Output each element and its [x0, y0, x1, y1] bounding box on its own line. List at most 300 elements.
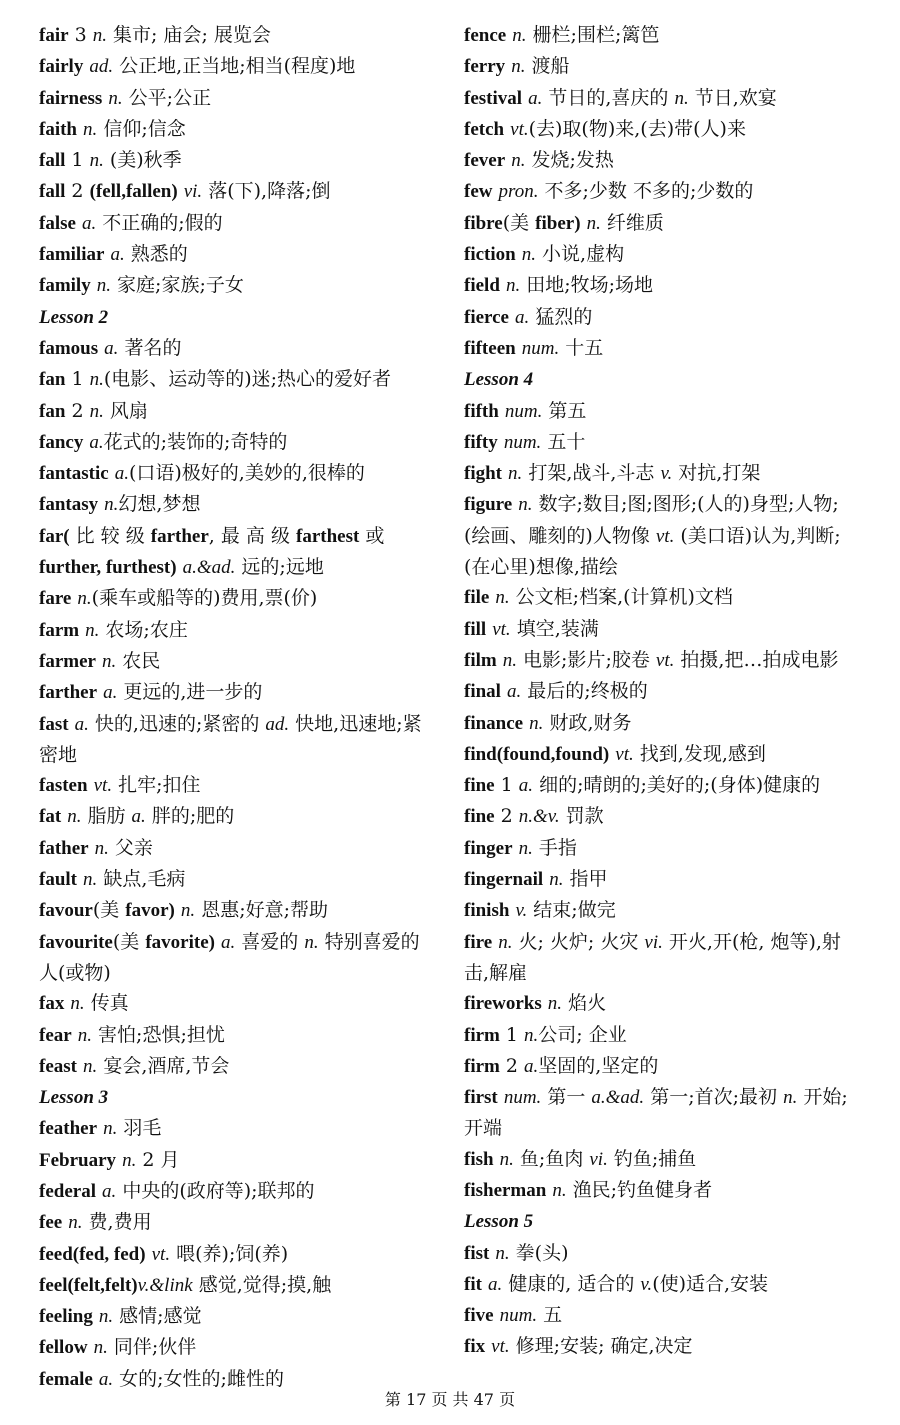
vocab-entry: [39, 521, 431, 584]
part-of-speech: n.: [502, 649, 518, 671]
vocab-entry: [39, 208, 431, 239]
definition-text: 焰火: [562, 992, 607, 1015]
headword: five: [464, 1305, 494, 1327]
vocab-entry: [464, 614, 852, 645]
definition-text: 发烧;发热: [525, 149, 614, 172]
part-of-speech: n.: [93, 1337, 108, 1359]
definition-text: 五十: [541, 430, 586, 453]
vocab-entry: [39, 1145, 431, 1176]
definition-text: 火; 火炉; 火灾: [512, 930, 645, 953]
vocab-entry: [464, 302, 852, 333]
definition-text: 打架,战斗,斗志: [522, 462, 661, 485]
vocab-entry: [39, 615, 431, 646]
definition-text: 公文柜;档案,(计算机)文档: [509, 586, 733, 609]
definition-text: 花式的;装饰的;奇特的: [103, 430, 288, 453]
definition-text: 罚款: [559, 805, 604, 828]
part-of-speech: vi.: [644, 931, 663, 953]
headword: fight: [464, 463, 502, 485]
headword: few: [464, 181, 493, 203]
definition-text: 脂肪: [81, 805, 132, 828]
part-of-speech: n.: [122, 1149, 137, 1171]
part-of-speech: vt.: [491, 1336, 510, 1358]
word-form: (fell,fallen): [89, 181, 178, 203]
definition-text: 快的,迅速的;紧密的: [88, 712, 266, 735]
vocab-entry: [39, 396, 431, 427]
definition-text: 小说,虚构: [536, 243, 625, 266]
vocab-entry: [39, 864, 431, 895]
lesson-title: Lesson 2: [39, 306, 109, 328]
definition-text: (美口语)认为,判断;(在心里)想像,描绘: [464, 524, 841, 579]
definition-text: 特别喜爱的人(或物): [39, 930, 420, 984]
part-of-speech: v.: [515, 900, 528, 922]
vocab-entry: [464, 1269, 852, 1300]
headword: film: [464, 649, 497, 671]
vocab-entry: [39, 583, 431, 614]
definition-text: 猛烈的: [529, 305, 593, 328]
vocab-entry: [464, 801, 852, 832]
part-of-speech: n.: [102, 650, 117, 672]
vocab-entry: [39, 833, 431, 864]
part-of-speech: pron.: [498, 181, 539, 203]
headword: familiar: [39, 244, 105, 266]
headword: fairness: [39, 87, 103, 109]
vocab-entry: [464, 770, 852, 801]
definition-text: 同伴;伙伴: [107, 1336, 197, 1359]
part-of-speech: a.: [89, 431, 104, 453]
headword: fall: [39, 150, 66, 172]
word-form: (found,found): [496, 743, 610, 765]
vocab-entry: [39, 270, 431, 301]
vocab-entry: [464, 739, 852, 770]
part-of-speech: a.&ad.: [182, 557, 236, 579]
headword: final: [464, 681, 501, 703]
part-of-speech: vt.: [615, 743, 634, 765]
part-of-speech: a.: [524, 1055, 539, 1077]
part-of-speech: n.: [67, 806, 82, 828]
definition-text: 开始;开端: [464, 1086, 848, 1140]
definition-text: 信仰;信念: [97, 117, 186, 140]
definition-text: 找到,发现,感到: [633, 742, 766, 765]
vocab-entry: [39, 1332, 431, 1363]
definition-text: 集市; 庙会; 展览会: [106, 24, 271, 46]
definition-text: 快地,迅速地;紧密地: [39, 712, 422, 766]
headword: fan: [39, 369, 66, 391]
vocab-entry: [464, 239, 852, 270]
headword: finish: [464, 900, 510, 922]
headword: famous: [39, 337, 99, 359]
part-of-speech: a.: [528, 87, 543, 109]
vocab-entry: [39, 1270, 431, 1301]
definition-text: 恩惠;好意;帮助: [195, 899, 329, 922]
part-of-speech: a.: [515, 306, 530, 328]
part-of-speech: n.: [98, 1306, 114, 1328]
vocab-entry: [464, 489, 852, 582]
definition-text: 节日的,喜庆的: [542, 86, 675, 109]
page-footer: 第 17 页 共 47 页: [384, 1390, 516, 1409]
definition-text: 喂(养);饲(养): [170, 1242, 289, 1265]
vocab-entry: [39, 895, 431, 926]
headword: fault: [39, 869, 77, 891]
lesson-heading: [39, 302, 431, 333]
vocab-entry: [464, 988, 852, 1019]
definition-text: 2: [65, 399, 90, 422]
headword: feast: [39, 1055, 77, 1077]
headword: fill: [464, 618, 487, 640]
part-of-speech: n.: [518, 837, 533, 859]
part-of-speech: n.: [77, 588, 92, 610]
part-of-speech: n.: [524, 1024, 539, 1046]
part-of-speech: a.: [507, 681, 522, 703]
part-of-speech: ad.: [89, 56, 114, 78]
definition-text: 纤维质: [600, 211, 664, 234]
vocab-entry: [39, 114, 431, 145]
definition-text: (电影、运动等的)迷;热心的爱好者: [103, 368, 392, 391]
headword: fifteen: [464, 337, 516, 359]
part-of-speech: v.: [640, 1273, 653, 1295]
part-of-speech: vt.: [655, 525, 675, 547]
headword: federal: [39, 1180, 96, 1202]
vocab-entry: [39, 1020, 431, 1051]
definition-text: 2: [494, 805, 519, 828]
definition-text: 十五: [559, 336, 604, 359]
vocab-entry: [464, 20, 852, 51]
definition-text: 胖的;肥的: [145, 805, 235, 828]
vocab-entry: [464, 208, 852, 239]
headword: feeling: [39, 1306, 93, 1328]
word-form: farthest: [296, 525, 360, 547]
headword: fifth: [464, 400, 499, 422]
definition-text: 2: [499, 1054, 525, 1077]
vocab-entry: [464, 1300, 852, 1331]
headword: fee: [39, 1212, 63, 1234]
part-of-speech: n.: [498, 931, 513, 953]
part-of-speech: n.: [92, 25, 107, 46]
headword: far(: [39, 525, 70, 547]
headword: father: [39, 837, 89, 859]
definition-text: 幻想,梦想: [118, 493, 201, 516]
vocab-entry: [39, 83, 431, 114]
part-of-speech: n.: [552, 1179, 567, 1201]
part-of-speech: n.: [547, 993, 563, 1015]
definition-text: 田地;牧场;场地: [520, 274, 654, 297]
definition-text: 家庭;家族;子女: [111, 274, 244, 297]
vocab-entry: [39, 770, 431, 801]
vocab-entry: [464, 333, 852, 364]
definition-text: 宴会,酒席,节会: [97, 1054, 230, 1077]
headword: fetch: [464, 118, 505, 140]
definition-text: 喜爱的: [235, 930, 305, 953]
definition-text: 扎牢;扣住: [112, 774, 201, 797]
definition-text: 细的;晴朗的;美好的;(身体)健康的: [533, 774, 821, 797]
definition-text: 羽毛: [117, 1117, 162, 1140]
headword: figure: [464, 494, 513, 516]
part-of-speech: n.: [586, 212, 601, 234]
part-of-speech: n.: [77, 1024, 92, 1046]
vocab-entry: [464, 114, 852, 145]
headword: fan: [39, 400, 66, 422]
definition-text: 栅栏;围栏;篱笆: [526, 24, 660, 46]
definition-text: 手指: [532, 836, 577, 859]
vocab-entry: [39, 333, 431, 364]
part-of-speech: n.: [511, 56, 526, 78]
part-of-speech: a.: [518, 775, 534, 797]
part-of-speech: n.: [518, 494, 533, 516]
headword: fat: [39, 806, 62, 828]
vocab-entry: [39, 709, 431, 771]
part-of-speech: n.: [529, 712, 544, 734]
definition-text: 落(下),降落;倒: [202, 180, 331, 203]
part-of-speech: n.: [103, 1118, 118, 1140]
part-of-speech: n.: [499, 1148, 514, 1170]
part-of-speech: n.: [180, 900, 196, 922]
definition-text: 比 较 级: [69, 524, 151, 547]
lesson-heading: [39, 1082, 431, 1113]
headword: find: [464, 743, 497, 765]
vocab-entry: [464, 427, 852, 458]
vocab-entry: [39, 364, 431, 395]
part-of-speech: num.: [521, 337, 560, 359]
vocab-entry: [39, 1113, 431, 1144]
definition-text: (美: [502, 211, 536, 234]
headword: fair: [39, 25, 69, 46]
part-of-speech: vt.: [93, 775, 113, 797]
definition-text: 1: [499, 1023, 525, 1046]
part-of-speech: n.: [83, 869, 98, 891]
definition-text: 著名的: [118, 336, 182, 359]
lesson-heading: [464, 1206, 852, 1237]
headword: festival: [464, 87, 523, 109]
part-of-speech: a.: [102, 1180, 117, 1202]
definition-text: (乘车或船等的)费用,票(价): [91, 587, 318, 610]
headword: fine: [464, 775, 495, 797]
vocab-entry: [464, 458, 852, 489]
definition-text: 1: [65, 368, 90, 391]
vocab-entry: [464, 145, 852, 176]
definition-text: (口语)极好的,美妙的,很棒的: [128, 462, 365, 485]
vocab-entry: [464, 676, 852, 707]
headword: fix: [464, 1336, 486, 1358]
part-of-speech: num.: [503, 431, 542, 453]
part-of-speech: vt.: [492, 618, 511, 640]
vocab-entry: [464, 645, 852, 676]
part-of-speech: a.&ad.: [591, 1087, 645, 1109]
vocab-entry: [464, 1331, 852, 1362]
definition-text: 坚固的,坚定的: [538, 1054, 659, 1077]
definition-text: 第一;首次;最初: [644, 1086, 784, 1109]
word-form: favorite): [145, 931, 215, 953]
headword: favourite: [39, 931, 113, 953]
vocab-entry: [464, 833, 852, 864]
definition-text: (美)秋季: [103, 149, 182, 172]
vocab-entry: [464, 927, 852, 989]
headword: feather: [39, 1118, 98, 1140]
definition-text: 父亲: [108, 836, 153, 859]
headword: fever: [464, 150, 506, 172]
vocab-entry: [39, 801, 431, 832]
part-of-speech: n.: [83, 118, 98, 140]
word-form: favor): [125, 900, 175, 922]
definition-text: 农场;农庄: [99, 618, 188, 641]
definition-text: 修理;安装; 确定,决定: [509, 1335, 693, 1358]
part-of-speech: n.: [68, 1212, 83, 1234]
headword: ferry: [464, 56, 506, 78]
headword: fire: [464, 931, 493, 953]
definition-text: (美: [112, 930, 146, 953]
definition-text: 不正确的;假的: [96, 211, 223, 234]
definition-text: 健康的, 适合的: [502, 1272, 641, 1295]
headword: false: [39, 212, 76, 234]
vocab-entry: [39, 1301, 431, 1332]
part-of-speech: num.: [503, 1087, 542, 1109]
vocab-entry: [39, 1176, 431, 1207]
vocab-entry: [39, 646, 431, 677]
part-of-speech: v.: [660, 463, 673, 485]
vocab-entry: [39, 239, 431, 270]
part-of-speech: a.: [74, 713, 89, 735]
vocab-entry: [464, 1020, 852, 1051]
vocab-entry: [39, 1239, 431, 1270]
headword: fear: [39, 1024, 72, 1046]
vocab-entry: [39, 988, 431, 1019]
vocab-entry: [39, 145, 431, 176]
vocab-entry: [464, 895, 852, 926]
headword: file: [464, 587, 490, 609]
vocab-entry: [464, 176, 852, 207]
headword: female: [39, 1368, 93, 1390]
definition-text: 传真: [84, 992, 129, 1015]
part-of-speech: a.: [110, 244, 125, 266]
headword: fingernail: [464, 869, 544, 891]
lesson-title: Lesson 4: [464, 369, 534, 391]
part-of-speech: n.: [505, 275, 521, 297]
definition-text: 2: [65, 180, 90, 203]
definition-text: 开火,开(枪, 炮等),射击,解雇: [464, 930, 841, 984]
definition-text: 最后的;终极的: [521, 680, 648, 703]
vocab-entry: [39, 1207, 431, 1238]
definition-text: (使)适合,安装: [652, 1272, 769, 1295]
definition-text: 3: [68, 24, 93, 46]
headword: fancy: [39, 431, 84, 453]
definition-text: , 最 高 级: [208, 524, 296, 547]
vocab-entry: [39, 489, 431, 520]
part-of-speech: n.: [508, 463, 523, 485]
vocab-entry: [39, 427, 431, 458]
definition-text: 感情;感觉: [113, 1305, 202, 1328]
part-of-speech: n.: [108, 87, 123, 109]
part-of-speech: vi.: [589, 1148, 608, 1170]
definition-text: 或: [359, 524, 385, 547]
vocab-entry: [464, 1238, 852, 1269]
part-of-speech: n.: [104, 494, 119, 516]
part-of-speech: vt.: [655, 649, 675, 671]
word-form: farther: [150, 525, 209, 547]
vocab-entry: [39, 176, 431, 207]
headword: faith: [39, 118, 77, 140]
vocab-entry: [464, 83, 852, 114]
word-form: further, furthest): [39, 557, 177, 579]
part-of-speech: n.: [674, 87, 689, 109]
definition-text: 更远的,进一步的: [117, 681, 263, 704]
headword: favour: [39, 900, 93, 922]
vocab-entry: [464, 1051, 852, 1082]
word-form: (felt,felt): [67, 1274, 138, 1296]
part-of-speech: n.: [89, 369, 104, 391]
part-of-speech: n.: [89, 400, 104, 422]
part-of-speech: a.: [104, 337, 119, 359]
definition-text: 2 月: [136, 1148, 180, 1171]
part-of-speech: num.: [504, 400, 543, 422]
headword: first: [464, 1087, 498, 1109]
definition-text: 指甲: [563, 868, 608, 891]
definition-text: 第一: [541, 1086, 592, 1109]
definition-text: 公平;公正: [122, 86, 212, 109]
headword: family: [39, 275, 91, 297]
left-column: [39, 20, 431, 1395]
part-of-speech: n.: [495, 587, 510, 609]
part-of-speech: a.: [221, 931, 236, 953]
part-of-speech: n.: [521, 244, 537, 266]
vocab-entry: [464, 396, 852, 427]
headword: fax: [39, 993, 65, 1015]
word-form: (fed, fed): [72, 1243, 146, 1265]
headword: fantasy: [39, 494, 99, 516]
definition-text: 拍摄,把…拍成电影: [674, 648, 839, 671]
definition-text: 结束;做完: [527, 899, 616, 922]
definition-text: 熟悉的: [124, 243, 188, 266]
part-of-speech: n.&v.: [518, 806, 560, 828]
part-of-speech: a.: [98, 1368, 114, 1390]
headword: fisherman: [464, 1179, 547, 1201]
definition-text: 渔民;钓鱼健身者: [566, 1178, 713, 1201]
part-of-speech: vt.: [510, 118, 529, 140]
part-of-speech: v.&link: [137, 1274, 193, 1296]
part-of-speech: n.: [83, 1055, 98, 1077]
definition-text: 中央的(政府等);联邦的: [116, 1179, 315, 1202]
definition-text: 女的;女性的;雌性的: [113, 1367, 284, 1390]
definition-text: 费,费用: [82, 1211, 152, 1234]
headword: fist: [464, 1242, 490, 1264]
headword: fasten: [39, 775, 88, 797]
part-of-speech: ad.: [265, 713, 290, 735]
headword: fantastic: [39, 463, 109, 485]
part-of-speech: vt.: [151, 1243, 171, 1265]
headword: farm: [39, 619, 80, 641]
definition-text: 感觉,觉得;摸,触: [192, 1273, 332, 1296]
vocab-entry: [464, 582, 852, 613]
headword: fiction: [464, 244, 516, 266]
vocab-entry: [39, 51, 431, 82]
definition-text: 填空,装满: [510, 617, 599, 640]
part-of-speech: n.: [511, 150, 526, 172]
part-of-speech: a.: [487, 1273, 503, 1295]
headword: fine: [464, 806, 495, 828]
definition-text: 钓鱼;捕鱼: [607, 1147, 697, 1170]
headword: fifty: [464, 431, 498, 453]
headword: fireworks: [464, 993, 542, 1015]
part-of-speech: a.: [103, 682, 118, 704]
definition-text: 拳(头): [509, 1241, 569, 1264]
vocab-entry: [464, 51, 852, 82]
definition-text: (去)取(物)来,(去)带(人)来: [528, 117, 746, 140]
headword: fast: [39, 713, 69, 735]
vocab-entry: [464, 708, 852, 739]
definition-text: 五: [537, 1304, 563, 1327]
headword: finger: [464, 837, 513, 859]
definition-text: 电影;影片;胶卷: [517, 648, 656, 671]
headword: February: [39, 1149, 117, 1171]
word-form: fiber): [535, 212, 581, 234]
definition-text: 鱼;鱼肉: [513, 1147, 590, 1170]
